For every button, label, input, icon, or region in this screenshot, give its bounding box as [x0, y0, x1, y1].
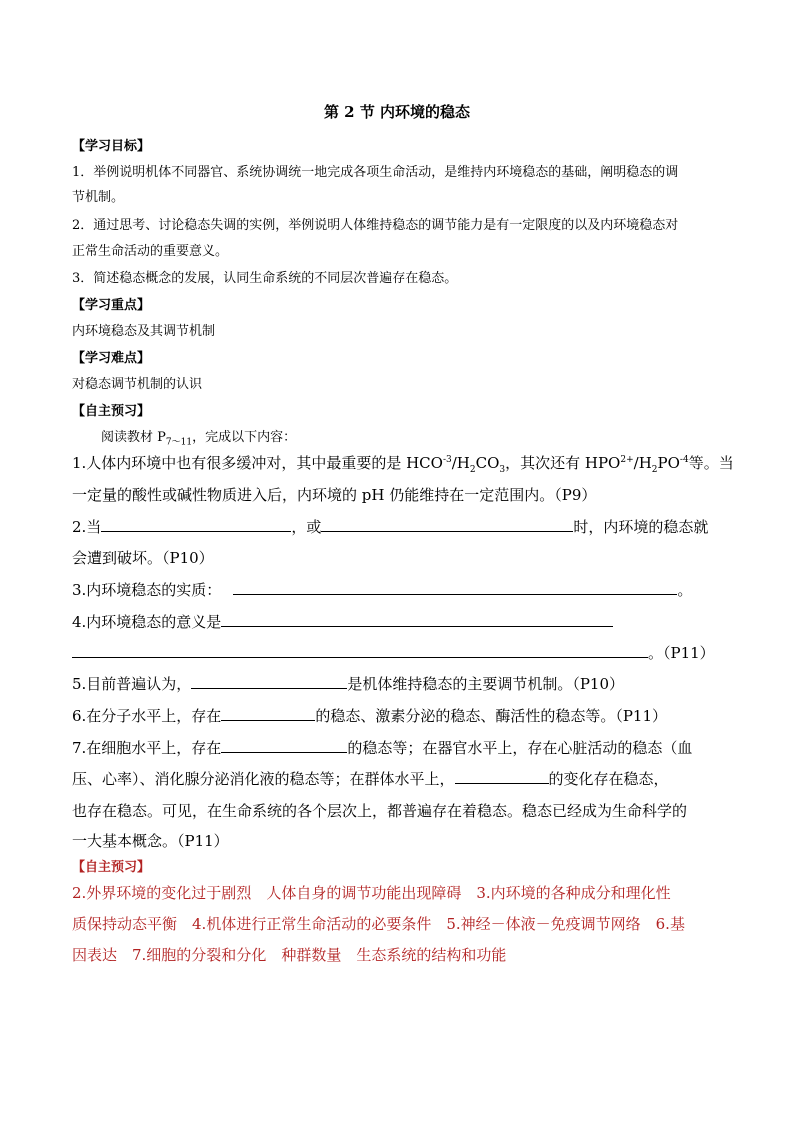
- answer-blank[interactable]: [233, 580, 677, 595]
- answer-blank[interactable]: [221, 612, 613, 627]
- question-5: 5.目前普遍认为， 是机体维持稳态的主要调节机制。（P10）: [72, 675, 624, 693]
- goal-3: 3．简述稳态概念的发展，认同生命系统的不同层次普遍存在稳态。: [72, 271, 458, 286]
- answer-blank[interactable]: [72, 643, 648, 658]
- goal-1-line-1: 1．举例说明机体不同器官、系统协调统一地完成各项生命活动，是维持内环境稳态的基础，阐明稳态的调: [72, 165, 679, 180]
- difficulty-header: 【学习难点】: [72, 351, 151, 366]
- question-1-line-1: 1.人体内环境中也有很多缓冲对，其中最重要的是 $HCO^{-3}/H_2CO_3$，其次还有 $HPO^{2+}/H_2PO^{-4}$等。当: [72, 454, 734, 475]
- answers-line-2: 质保持动态平衡 4.机体进行正常生命活动的必要条件 5.神经－体液－免疫调节网络 6.基: [72, 915, 685, 933]
- question-7-line-1: 7.在细胞水平上，存在 的稳态等；在器官水平上，存在心脏活动的稳态（血: [72, 739, 693, 757]
- question-2-line-2: 会遭到破坏。（P10）: [72, 549, 214, 567]
- preview-header: 【自主预习】: [72, 404, 151, 419]
- answers-header: 【自主预习】: [72, 860, 151, 875]
- answer-blank[interactable]: [101, 517, 291, 532]
- question-7-line-3: 也存在稳态。可见，在生命系统的各个层次上，都普遍存在着稳态。稳态已经成为生命科学的: [72, 802, 688, 820]
- key-header: 【学习重点】: [72, 298, 151, 313]
- answer-blank[interactable]: [191, 674, 347, 689]
- question-7-line-2: 压、心率）、消化腺分泌消化液的稳态等；在群体水平上， 的变化存在稳态，: [72, 770, 669, 788]
- question-4-line-2: 。（P11）: [72, 642, 715, 663]
- question-1-line-2: 一定量的酸性或碱性物质进入后，内环境的 pH 仍能维持在一定范围内。（P9）: [72, 486, 597, 504]
- question-2-line-1: 2.当 ，或 时，内环境的稳态就: [72, 518, 709, 536]
- answer-blank[interactable]: [321, 517, 573, 532]
- goals-header: 【学习目标】: [72, 139, 151, 154]
- question-3: 3.内环境稳态的实质： 。: [72, 581, 693, 599]
- page-title: 第 2 节 内环境的稳态: [323, 103, 471, 121]
- key-point: 内环境稳态及其调节机制: [72, 324, 216, 339]
- answers-line-3: 因表达 7.细胞的分裂和分化 种群数量 生态系统的结构和功能: [72, 946, 507, 964]
- answer-blank[interactable]: [455, 769, 549, 784]
- question-4-line-1: 4.内环境稳态的意义是: [72, 611, 613, 632]
- goal-1-line-2: 节机制。: [72, 190, 125, 205]
- goal-2-line-1: 2．通过思考、讨论稳态失调的实例，举例说明人体维持稳态的调节能力是有一定限度的以及内环境稳态对: [72, 218, 679, 233]
- question-6: 6.在分子水平上，存在 的稳态、激素分泌的稳态、酶活性的稳态等。（P11）: [72, 707, 667, 725]
- answers-line-1: 2.外界环境的变化过于剧烈 人体自身的调节功能出现障碍 3.内环境的各种成分和理化性: [72, 884, 671, 902]
- goal-2-line-2: 正常生命活动的重要意义。: [72, 244, 229, 259]
- preview-intro: 阅读教材 $P_{7\sim 11}$，完成以下内容：: [101, 430, 297, 448]
- answer-blank[interactable]: [221, 706, 315, 721]
- question-7-line-4: 一大基本概念。（P11）: [72, 832, 229, 850]
- answer-blank[interactable]: [221, 738, 347, 753]
- difficulty: 对稳态调节机制的认识: [72, 377, 203, 392]
